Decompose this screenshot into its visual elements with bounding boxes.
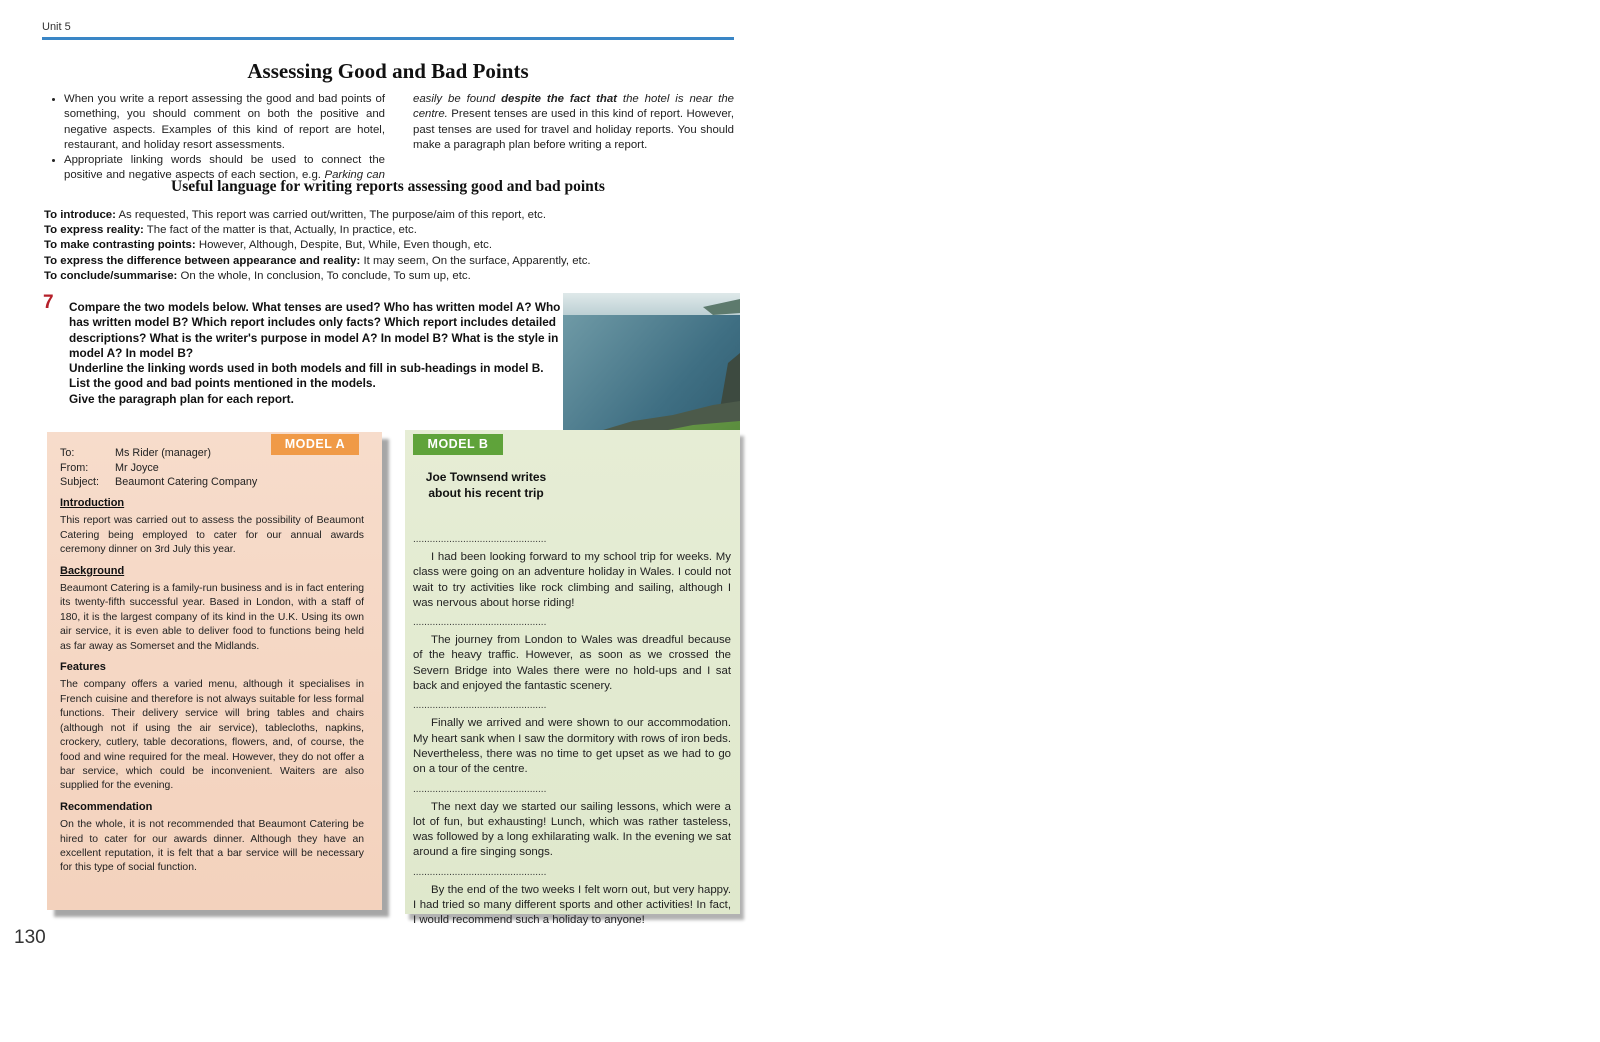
- section-heading: Background: [60, 564, 125, 577]
- phrase-line: To express reality: The fact of the matter is that, Actually, In practice, etc.: [44, 224, 417, 237]
- section-heading: Recommendation: [60, 800, 153, 813]
- model-a-badge: MODEL A: [271, 434, 359, 455]
- page-number: 130: [14, 927, 46, 948]
- intro-bullets: [50, 92, 734, 184]
- section-heading: Features: [60, 661, 106, 674]
- paragraph: I had been looking forward to my school trip for weeks. My class were going on an adventure holiday in Wales. I could not wait to try activities like rock climbing and sailing, although I was nervous about horse riding!: [413, 551, 731, 609]
- from-label: From:: [60, 461, 89, 474]
- useful-language-heading: Useful language for writing reports assessing good and bad points: [171, 178, 605, 195]
- exercise-instructions: Compare the two models below. What tenses are used? Who has written model A? Who has written model B? Which report includes only facts? Which report includes detailed descriptions? What is the writer's purpose in model A? In model B? What is the style in model A? In model B? Underline the linking words used in both models and fill in sub-headings in model B. List the good and bad points mentioned in the models. Give the paragraph plan for each report.: [69, 300, 561, 406]
- model-b-body: [413, 534, 731, 935]
- subheading-blank[interactable]: ................................................: [413, 700, 547, 712]
- subheading-blank[interactable]: ................................................: [413, 534, 547, 545]
- phrase-line: To make contrasting points: However, Although, Despite, But, While, Even though, etc.: [44, 239, 493, 252]
- header-rule: [42, 37, 734, 40]
- section-text: Beaumont Catering is a family-run business and is in fact entering its twenty-fifth successful year. Based in London, with a staff of 180, it is the largest company of its kind in the U.K. Using its own air service, it is even able to deliver food to functions being held as far away as Somerset and the Midlands.: [60, 583, 364, 652]
- subheading-blank[interactable]: ................................................: [413, 866, 547, 878]
- model-b-badge: MODEL B: [413, 434, 503, 455]
- example-sentence: Parking can easily be found despite the fact that the hotel is near the centre.: [324, 93, 735, 182]
- section-text: On the whole, it is not recommended that Beaumont Catering be hired to cater for our awards dinner. Although they have an excellent reputation, it is felt that a bar service will be necessary for this type of social function.: [60, 819, 364, 874]
- intro-bullet-1: • When you write a report assessing the good and bad points of something, you should comment on both the positive and negative aspects. Examples of this kind of report are hotel, restaurant, and holiday resort assessments.: [64, 92, 385, 153]
- unit-label: Unit 5: [42, 21, 71, 33]
- model-a-card: [47, 432, 382, 910]
- phrase-line: To express the difference between appearance and reality: It may seem, On the surface, Apparently, etc.: [44, 254, 591, 267]
- phrase-line: To conclude/summarise: On the whole, In conclusion, To conclude, To sum up, etc.: [44, 269, 471, 282]
- subject-label: Subject:: [60, 476, 100, 488]
- useful-language-list: [44, 208, 591, 284]
- section-text: This report was carried out to assess the possibility of Beaumont Catering being employed to cater for our annual awards ceremony dinner on 3rd July this year.: [60, 515, 364, 556]
- exercise-number: 7: [43, 292, 54, 313]
- model-b-card: [405, 430, 740, 927]
- subject-value: Beaumont Catering Company: [115, 476, 258, 488]
- model-b-byline: Joe Townsend writes about his recent trip: [425, 470, 547, 500]
- intro-bullet-2: • Appropriate linking words should be used to connect the positive and negative aspects of each section, e.g. Parking can easily be found despite the fact that the hotel is near the centre. Present tenses are used in this kind of report. However, past tenses are used for travel and holiday reports. You should make a paragraph plan before writing a report.: [64, 92, 734, 184]
- to-value: Ms Rider (manager): [115, 447, 211, 459]
- section-text: The company offers a varied menu, although it specialises in French cuisine and therefore is not always suitable for less formal functions. Their delivery service will bring tables and chairs (although not if using the air service), tablecloths, napkins, crockery, cutlery, table decorations, flowers, and, of course, the food and wine required for the meal. However, they do not offer a bar service, which could be inconvenient. Waiters are also supplied for the evening.: [60, 679, 364, 792]
- model-a-body: [60, 496, 364, 882]
- from-value: Mr Joyce: [115, 461, 159, 474]
- memo-header: [60, 446, 257, 490]
- paragraph: The next day we started our sailing lessons, which were a lot of fun, but exhausting! Lunch, which was rather tasteless, was followed by a long exhilarating walk. In the evening we sat around a fire singing songs.: [413, 800, 731, 859]
- paragraph: By the end of the two weeks I felt worn out, but very happy. I had tried so many different sports and other activities! In fact, I would recommend such a holiday to anyone!: [413, 883, 731, 927]
- subheading-blank[interactable]: ................................................: [413, 617, 547, 629]
- subheading-blank[interactable]: ................................................: [413, 783, 547, 795]
- section-heading: Introduction: [60, 497, 125, 509]
- to-label: To:: [60, 447, 75, 459]
- phrase-line: To introduce: As requested, This report was carried out/written, The purpose/aim of this report, etc.: [44, 209, 547, 221]
- paragraph: Finally we arrived and were shown to our accommodation. My heart sank when I saw the dormitory with rows of iron beds. Nevertheless, there was no time to get upset as we had to go on a tour of the centre.: [413, 717, 731, 776]
- paragraph: The journey from London to Wales was dreadful because of the heavy traffic. However, as soon as we crossed the Severn Bridge into Wales there were no hold-ups and I sat back and enjoyed the fantastic scenery.: [413, 634, 731, 693]
- page-title: Assessing Good and Bad Points: [247, 59, 529, 83]
